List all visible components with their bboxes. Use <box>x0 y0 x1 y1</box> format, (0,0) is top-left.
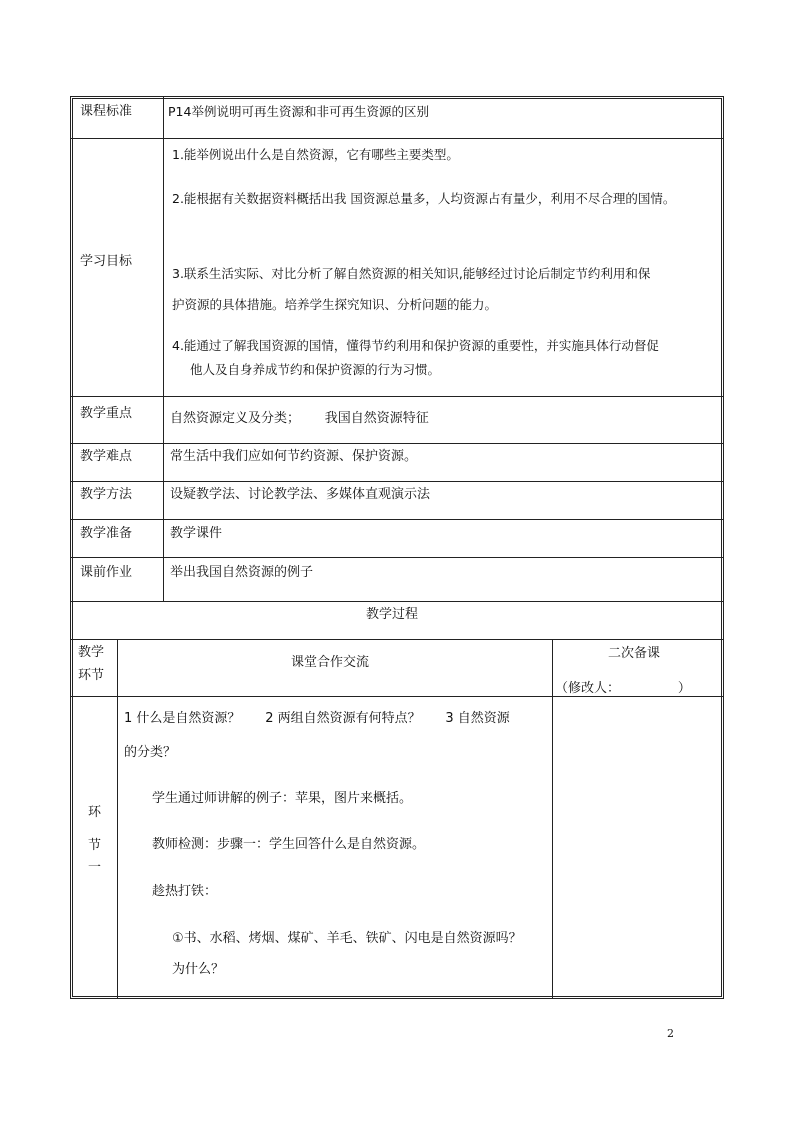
preparation-value: 教学课件 <box>170 526 223 541</box>
objectives-label: 学习目标 <box>80 254 133 269</box>
difficulties-label: 教学难点 <box>80 449 133 464</box>
process-line: 学生通过师讲解的例子：苹果，图片来概括。 <box>152 791 413 806</box>
difficulties-value: 常生活中我们应如何节约资源、保护资源。 <box>170 449 418 464</box>
standard-label: 课程标准 <box>80 104 133 119</box>
methods-label: 教学方法 <box>80 487 133 502</box>
stage-char: 环 <box>88 805 102 820</box>
activity-header: 课堂合作交流 <box>291 655 370 670</box>
objective-item: 2.能根据有关数据资料概括出我 国资源总量多，人均资源占有量少，利用不尽合理的国情。 <box>172 191 676 206</box>
stage-char: 节 <box>88 838 102 853</box>
objective-item: 他人及自身养成节约和保护资源的行为习惯。 <box>190 362 441 377</box>
pre-homework-label: 课前作业 <box>80 565 133 580</box>
stage-char: 一 <box>88 860 102 875</box>
key-points-value: 自然资源定义及分类； 我国自然资源特征 <box>170 411 429 426</box>
backup-header: 二次备课 <box>608 646 661 661</box>
row-divider <box>71 396 723 397</box>
methods-value: 设疑教学法、讨论教学法、多媒体直观演示法 <box>170 487 431 502</box>
row-divider <box>71 519 723 520</box>
process-line: 教师检测：步骤一：学生回答什么是自然资源。 <box>152 837 426 852</box>
row-divider <box>71 443 723 444</box>
pre-homework-value: 举出我国自然资源的例子 <box>170 565 314 580</box>
stage-header-line2: 环节 <box>78 668 105 683</box>
row-divider <box>71 138 723 139</box>
process-line: 的分类？ <box>124 745 177 760</box>
objective-item: 4.能通过了解我国资源的国情，懂得节约利用和保护资源的重要性，并实施具体行动督促 <box>172 338 659 353</box>
page-number: 2 <box>667 1027 674 1040</box>
stage-header-line1: 教学 <box>78 645 105 660</box>
process-line: 趁热打铁： <box>152 884 218 899</box>
objective-item: 护资源的具体措施。培养学生探究知识、分析问题的能力。 <box>172 297 498 312</box>
standard-value: P14举例说明可再生资源和非可再生资源的区别 <box>168 104 429 119</box>
row-divider <box>71 601 723 602</box>
row-divider <box>71 639 723 640</box>
row-divider <box>71 481 723 482</box>
key-points-label: 教学重点 <box>80 406 133 421</box>
backup-modifier: （修改人： ） <box>555 681 691 696</box>
objective-item: 3.联系生活实际、对比分析了解自然资源的相关知识,能够经过讨论后制定节约利用和保 <box>172 266 651 281</box>
column-divider <box>117 639 118 998</box>
process-line: 1 什么是自然资源？ 2 两组自然资源有何特点？ 3 自然资源 <box>124 711 510 726</box>
preparation-label: 教学准备 <box>80 526 133 541</box>
row-divider <box>71 557 723 558</box>
process-title: 教学过程 <box>366 607 419 622</box>
column-divider <box>552 639 553 998</box>
process-line: 为什么？ <box>172 962 225 977</box>
process-line: ①书、水稻、烤烟、煤矿、羊毛、铁矿、闪电是自然资源吗？ <box>172 931 522 946</box>
column-divider <box>163 97 164 601</box>
lesson-plan-table <box>70 96 724 999</box>
objective-item: 1.能举例说出什么是自然资源，它有哪些主要类型。 <box>172 147 459 162</box>
